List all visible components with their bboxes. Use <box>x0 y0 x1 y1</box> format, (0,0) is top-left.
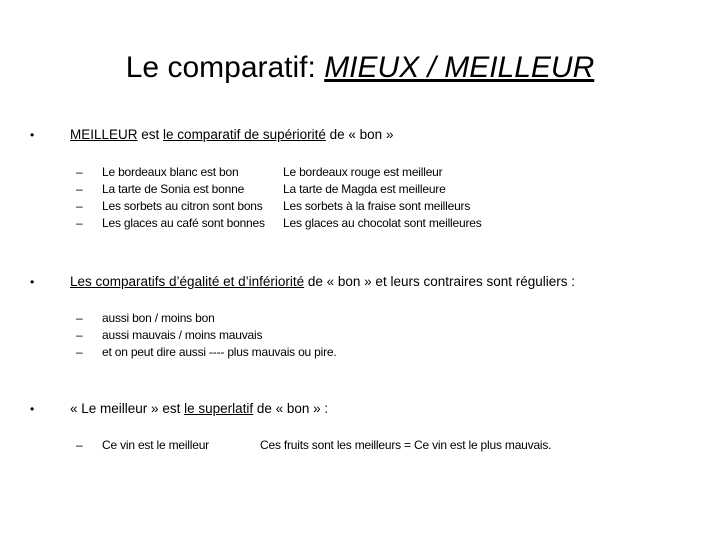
title-prefix: Le comparatif: <box>125 51 325 84</box>
dash: – <box>76 182 83 196</box>
example-right: Le bordeaux rouge est meilleur <box>283 165 443 179</box>
heading-text: est <box>158 401 185 416</box>
section3-bullet: • <box>30 402 35 416</box>
example-right: La tarte de Magda est meilleure <box>283 182 446 196</box>
example-left: Ce vin est le meilleur <box>102 438 209 452</box>
comparatif-term: le comparatif de supériorité <box>163 127 326 142</box>
superlatif-term: le superlatif <box>184 401 254 416</box>
section2-bullet: • <box>30 275 35 289</box>
heading-text: de « bon » : <box>253 401 329 416</box>
example-left: Le bordeaux blanc est bon <box>102 165 239 179</box>
example-left: Les glaces au café sont bonnes <box>102 216 265 230</box>
section2-heading <box>70 273 575 291</box>
example-text: aussi bon / moins bon <box>102 311 215 325</box>
heading-text: est <box>137 127 164 142</box>
heading-text: de « bon » <box>325 127 394 142</box>
title-emphasis: MIEUX / MEILLEUR <box>324 51 595 84</box>
example-right: Les sorbets à la fraise sont meilleurs <box>283 199 471 213</box>
example-left: La tarte de Sonia est bonne <box>102 182 245 196</box>
dash: – <box>76 311 83 325</box>
heading-text: de « bon » et leurs contraires sont réguliers : <box>304 274 576 289</box>
dash: – <box>76 216 83 230</box>
example-right: Les glaces au chocolat sont meilleures <box>283 216 482 230</box>
meilleur-term: MEILLEUR <box>70 127 138 142</box>
section1-bullet: • <box>30 128 35 142</box>
example-left: Les sorbets au citron sont bons <box>102 199 263 213</box>
example-text: aussi mauvais / moins mauvais <box>102 328 263 342</box>
example-text: et on peut dire aussi ---- plus mauvais ou pire. <box>102 345 337 359</box>
slide-title <box>0 48 720 88</box>
le-meilleur-term: « Le meilleur » <box>70 401 159 416</box>
section3-heading <box>70 400 328 418</box>
comparatifs-term: Les comparatifs d’égalité et d’infériorité <box>70 274 305 289</box>
example-right: Ces fruits sont les meilleurs = Ce vin est le plus mauvais. <box>260 438 552 452</box>
dash: – <box>76 438 83 452</box>
dash: – <box>76 199 83 213</box>
section1-heading <box>70 126 393 144</box>
dash: – <box>76 345 83 359</box>
dash: – <box>76 165 83 179</box>
dash: – <box>76 328 83 342</box>
